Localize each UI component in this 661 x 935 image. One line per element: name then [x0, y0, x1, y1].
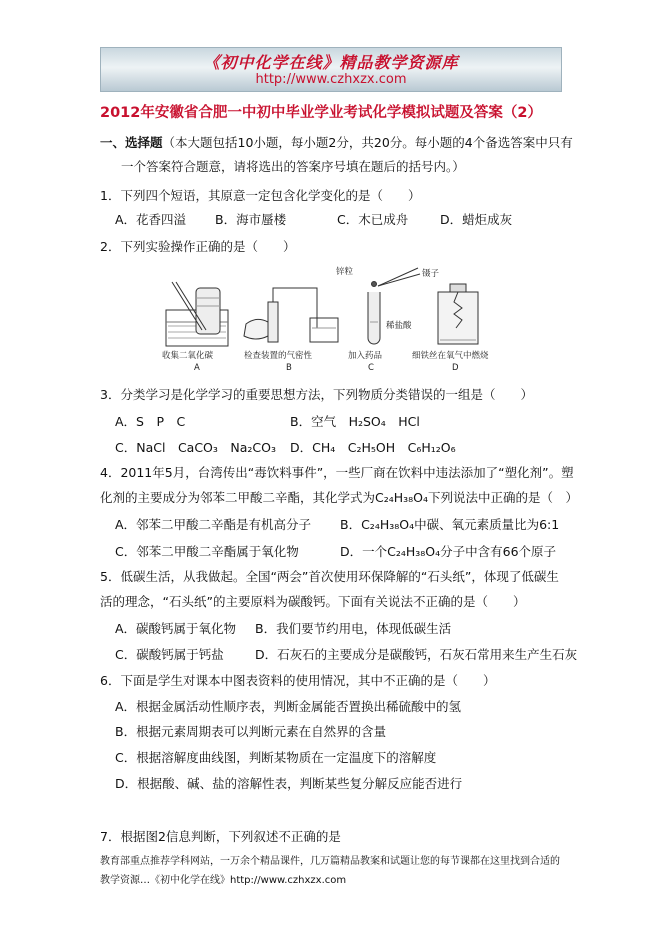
caption-a: 收集二氧化碳	[162, 351, 214, 361]
question-6-option-a: A．根据金属活动性顺序表，判断金属能否置换出稀硫酸中的氢	[115, 699, 462, 714]
hand	[244, 319, 268, 339]
question-7-stem: 7．根据图2信息判断，下列叙述不正确的是	[100, 829, 341, 844]
question-5-line-2: 活的理念，“石头纸”的主要原料为碳酸钙。下面有关说法不正确的是（ ）	[100, 594, 526, 609]
question-4-option-a: A．邻苯二甲酸二辛酯是有机高分子	[115, 517, 312, 532]
question-2-stem: 2．下列实验操作正确的是（ ）	[100, 239, 296, 254]
question-6-option-c: C．根据溶解度曲线图，判断某物质在一定温度下的溶解度	[115, 750, 437, 765]
question-6-option-d: D．根据酸、碱、盐的溶解性表，判断某些复分解反应能否进行	[115, 776, 463, 791]
label-dilute-hcl: 稀盐酸	[386, 321, 412, 331]
question-6-stem: 6．下面是学生对课本中图表资料的使用情况，其中不正确的是（ ）	[100, 673, 496, 688]
question-4-line-1: 4．2011年5月，台湾传出“毒饮料事件”，一些厂商在饮料中违法添加了“塑化剂”。塑	[100, 465, 574, 480]
test-tube-c	[368, 292, 380, 344]
question-1-option-b: B．海市蜃楼	[215, 212, 287, 227]
question-5-option-a: A．碳酸钙属于氧化物	[115, 621, 237, 636]
question-5-line-1: 5．低碳生活，从我做起。全国“两会”首次使用环保降解的“石头纸”，体现了低碳生	[100, 569, 559, 584]
label-zinc: 锌粒	[336, 267, 354, 277]
question-1-option-d: D．蜡炬成灰	[440, 212, 513, 227]
question-3-option-d: D．CH₄ C₂H₅OH C₆H₁₂O₆	[290, 440, 456, 455]
question-1-option-c: C．木已成舟	[337, 212, 409, 227]
instruction-line-1: （本大题包括10小题，每小题2分，共20分。每小题的4个备选答案中只有	[162, 135, 573, 150]
instruction-line-2: 一个答案符合题意，请将选出的答案序号填在题后的括号内。）	[121, 159, 465, 174]
caption-d: 细铁丝在氧气中燃烧	[412, 351, 489, 361]
section-instructions	[100, 133, 573, 151]
banner-title: 《初中化学在线》精品教学资源库	[203, 53, 459, 72]
question-1-stem: 1．下列四个短语，其原意一定包含化学变化的是（ ）	[100, 188, 421, 203]
zinc-pellet	[372, 282, 377, 287]
question-4-option-b: B．C₂₄H₃₈O₄中碳、氧元素质量比为6:1	[340, 517, 560, 532]
banner-url[interactable]: http://www.czhxzx.com	[255, 72, 407, 87]
question-1-option-a: A．花香四溢	[115, 212, 187, 227]
question-3-stem: 3．分类学习是化学学习的重要思想方法，下列物质分类错误的一组是（ ）	[100, 387, 533, 402]
lab-apparatus-drawing	[160, 262, 500, 372]
footer-line-2[interactable]: 教学资源…《初中化学在线》http://www.czhxzx.com	[100, 875, 347, 886]
question-4-line-2: 化剂的主要成分为邻苯二甲酸二辛酯，其化学式为C₂₄H₃₈O₄下列说法中正确的是（ ）	[100, 490, 579, 505]
question-3-option-c: C．NaCl CaCO₃ Na₂CO₃	[115, 440, 277, 455]
letter-b: B	[286, 363, 292, 372]
question-5-option-b: B．我们要节约用电，体现低碳生活	[255, 621, 452, 636]
beaker	[310, 318, 338, 342]
letter-d: D	[452, 363, 459, 372]
letter-a: A	[194, 363, 200, 372]
document-title: 2012年安徽省合肥一中初中毕业学业考试化学模拟试题及答案（2）	[100, 105, 542, 121]
letter-c: C	[368, 363, 374, 372]
question-2-figure	[160, 262, 500, 372]
caption-c: 加入药品	[348, 351, 383, 361]
oxygen-bottle	[438, 292, 478, 344]
footer-line-1: 教育部重点推荐学科网站，一万余个精品课件，几万篇精品教案和试题让您的每节课都在这里找到合适的	[100, 856, 560, 867]
question-3-option-b: B．空气 H₂SO₄ HCl	[290, 414, 420, 429]
question-5-option-c: C．碳酸钙属于钙盐	[115, 647, 224, 662]
question-6-option-b: B．根据元素周期表可以判断元素在自然界的含量	[115, 724, 387, 739]
tweezers	[378, 268, 418, 286]
test-tube	[268, 302, 278, 342]
question-4-option-d: D．一个C₂₄H₃₈O₄分子中含有66个原子	[340, 544, 557, 559]
caption-b: 检查装置的气密性	[244, 351, 313, 361]
question-5-option-d: D．石灰石的主要成分是碳酸钙，石灰石常用来生产生石灰	[255, 647, 578, 662]
label-tweezers: 镊子	[422, 269, 440, 279]
question-3-option-a: A．S P C	[115, 414, 186, 429]
header-banner	[100, 47, 562, 92]
question-4-option-c: C．邻苯二甲酸二辛酯属于氧化物	[115, 544, 299, 559]
section-heading: 一、选择题	[100, 135, 163, 150]
